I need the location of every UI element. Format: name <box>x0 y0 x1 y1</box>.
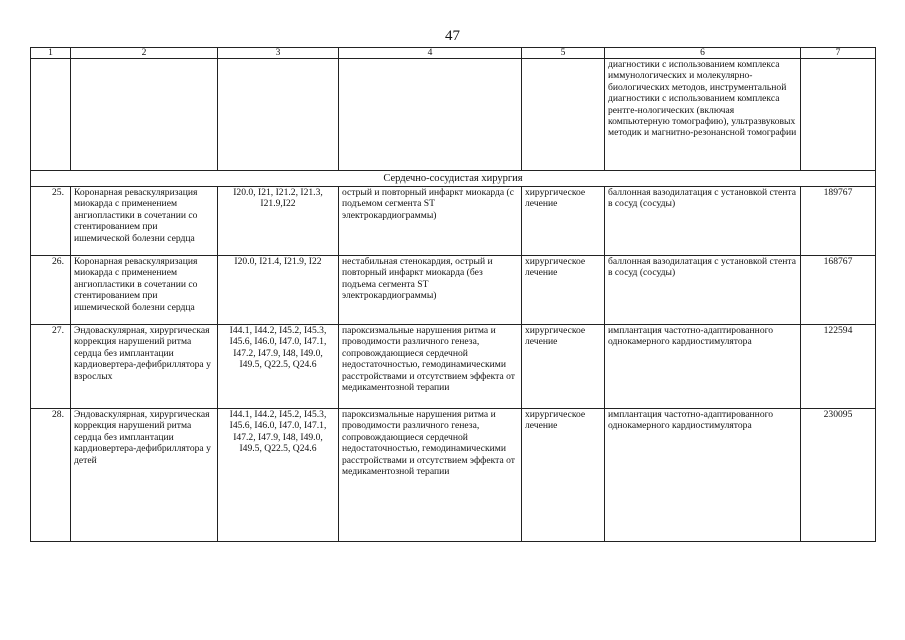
treatment-type-cell: хирургическое лечение <box>522 409 605 542</box>
section-row <box>31 171 876 187</box>
continuation-row <box>31 59 876 171</box>
row-number: 25. <box>31 187 71 256</box>
price-cell: 230095 <box>801 409 876 542</box>
price-cell: 168767 <box>801 256 876 325</box>
price-cell: 189767 <box>801 187 876 256</box>
treatment-type-cell: хирургическое лечение <box>522 187 605 256</box>
table-row <box>31 409 876 542</box>
treatment-type-cell: хирургическое лечение <box>522 325 605 409</box>
icd-codes-cell: I44.1, I44.2, I45.2, I45.3, I45.6, I46.0, I47.0, I47.1, I47.2, I47.9, I48, I49.0, I49.5, Q22.5, Q24.6 <box>218 325 339 409</box>
icd-codes-cell: I20.0, I21.4, I21.9, I22 <box>218 256 339 325</box>
patient-model-cell: острый и повторный инфаркт миокарда (с подъемом сегмента ST электрокардиограммы) <box>339 187 522 256</box>
empty-cell <box>801 59 876 171</box>
empty-cell <box>218 59 339 171</box>
row-number: 28. <box>31 409 71 542</box>
column-header: 5 <box>522 48 605 59</box>
service-name-cell: Коронарная реваскуляризация миокарда с применением ангиопластики в сочетании со стентированием при ишемической болезни сердца <box>71 256 218 325</box>
column-number-row <box>31 48 876 59</box>
column-header: 1 <box>31 48 71 59</box>
table-row <box>31 325 876 409</box>
section-title: Сердечно-сосудистая хирургия <box>31 171 876 187</box>
icd-codes-cell: I20.0, I21, I21.2, I21.3, I21.9,I22 <box>218 187 339 256</box>
column-header: 3 <box>218 48 339 59</box>
method-cell: имплантация частотно-адаптированного однокамерного кардиостимулятора <box>605 325 801 409</box>
service-name-cell: Эндоваскулярная, хирургическая коррекция нарушений ритма сердца без имплантации кардиовертера-дефибриллятора у детей <box>71 409 218 542</box>
page-number: 47 <box>445 28 460 44</box>
row-number: 26. <box>31 256 71 325</box>
icd-codes-cell: I44.1, I44.2, I45.2, I45.3, I45.6, I46.0, I47.0, I47.1, I47.2, I47.9, I48, I49.0, I49.5, Q22.5, Q24.6 <box>218 409 339 542</box>
empty-cell <box>522 59 605 171</box>
service-name-cell: Коронарная реваскуляризация миокарда с применением ангиопластики в сочетании со стентированием при ишемической болезни сердца <box>71 187 218 256</box>
method-cell: диагностики с использованием комплекса иммунологических и молекулярно-биологических методов, инструментальной диагностики с использованием комплекса рентге-нологических (включая компьютерную томографию), ультразвуковых методик и магнитно-резонансной томографии <box>605 59 801 171</box>
method-cell: баллонная вазодилатация с установкой стента в сосуд (сосуды) <box>605 256 801 325</box>
column-header: 2 <box>71 48 218 59</box>
patient-model-cell: пароксизмальные нарушения ритма и проводимости различного генеза, сопровождающиеся сердечной недостаточностью, гемодинамическими расстройствами и отсутствием эффекта от медикаментозной терапии <box>339 409 522 542</box>
column-header: 6 <box>605 48 801 59</box>
empty-cell <box>339 59 522 171</box>
empty-cell <box>71 59 218 171</box>
table-row <box>31 256 876 325</box>
treatment-type-cell: хирургическое лечение <box>522 256 605 325</box>
patient-model-cell: пароксизмальные нарушения ритма и проводимости различного генеза, сопровождающиеся сердечной недостаточностью, гемодинамическими расстройствами и отсутствием эффекта от медикаментозной терапии <box>339 325 522 409</box>
method-cell: имплантация частотно-адаптированного однокамерного кардиостимулятора <box>605 409 801 542</box>
column-header: 7 <box>801 48 876 59</box>
empty-cell <box>31 59 71 171</box>
method-cell: баллонная вазодилатация с установкой стента в сосуд (сосуды) <box>605 187 801 256</box>
patient-model-cell: нестабильная стенокардия, острый и повторный инфаркт миокарда (без подъема сегмента ST электрокардиограммы) <box>339 256 522 325</box>
table-row <box>31 187 876 256</box>
services-table <box>30 47 876 542</box>
column-header: 4 <box>339 48 522 59</box>
price-cell: 122594 <box>801 325 876 409</box>
service-name-cell: Эндоваскулярная, хирургическая коррекция нарушений ритма сердца без имплантации кардиовертера-дефибриллятора у взрослых <box>71 325 218 409</box>
row-number: 27. <box>31 325 71 409</box>
